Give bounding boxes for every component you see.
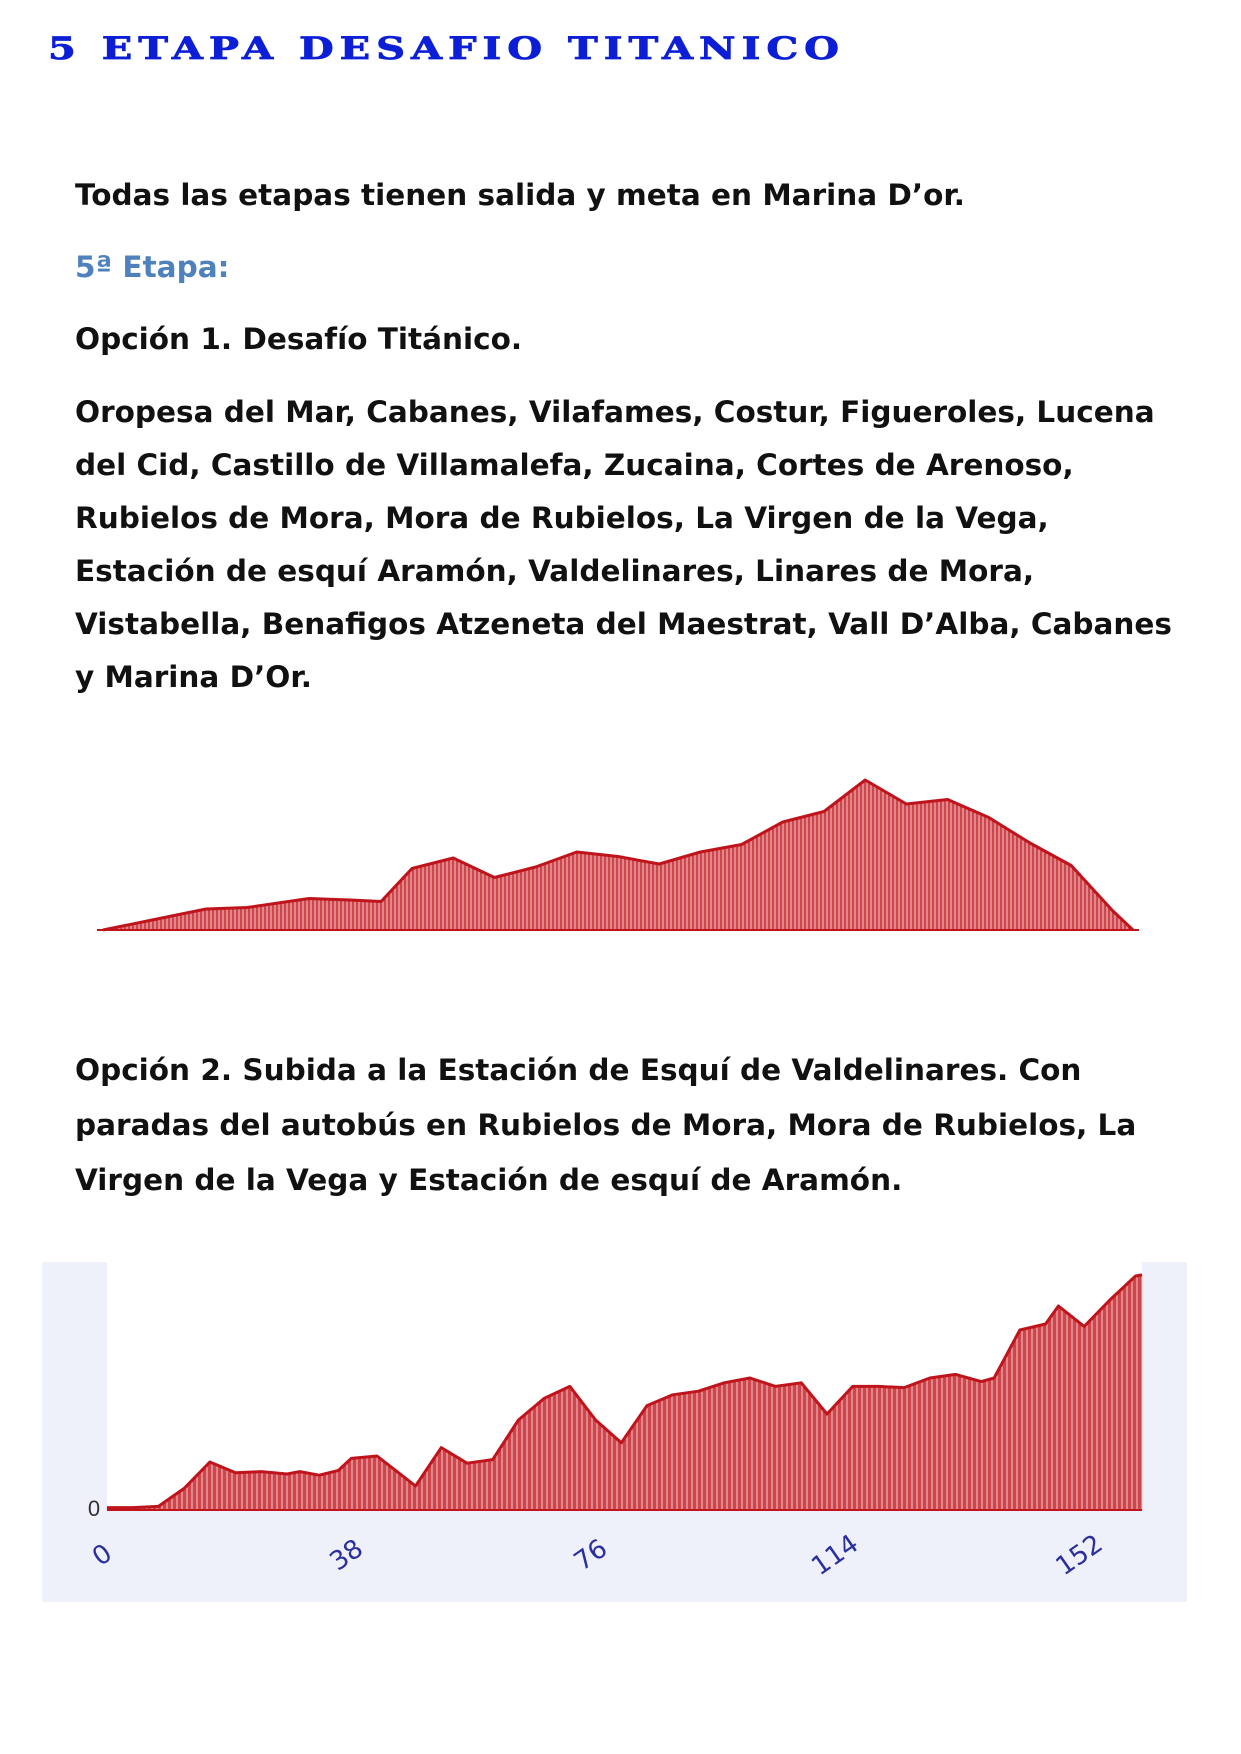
option1-route: Oropesa del Mar, Cabanes, Vilafames, Costur, Figueroles, Lucena del Cid, Castillo de Villamalefa, Zucaina, Cortes de Arenoso, Rubielos de Mora, Mora de Rubielos, La Virgen de la Vega, Estación de esquí Aramón, Valdelinares, Linares de Mora, Vistabella, Benafigos Atzeneta del Maestrat, Vall D’Alba, Cabanes y Marina D’Or. [75,395,1172,694]
y-axis-zero-label: 0 [87,1496,101,1521]
page-title: 5 ETAPA DESAFIO TITANICO [48,30,846,67]
option1-heading: Opción 1. Desafío Titánico. [75,322,523,356]
x-tick-label: 114 [806,1528,865,1582]
x-tick-label: 152 [1050,1528,1109,1582]
x-tick-label: 38 [324,1533,369,1578]
intro-text: Todas las etapas tienen salida y meta en Marina D’or. [75,178,965,212]
elevation-profile-option1 [95,770,1145,950]
x-tick-label: 0 [87,1538,118,1573]
option2-text: Opción 2. Subida a la Estación de Esquí de Valdelinares. Con paradas del autobús en Rubielos de Mora, Mora de Rubielos, La Virgen de la Vega y Estación de esquí de Aramón. [75,1053,1137,1197]
x-tick-label: 76 [568,1533,614,1578]
elevation-profile-option2 [42,1262,1187,1602]
stage-label: 5ª Etapa: [75,250,230,284]
